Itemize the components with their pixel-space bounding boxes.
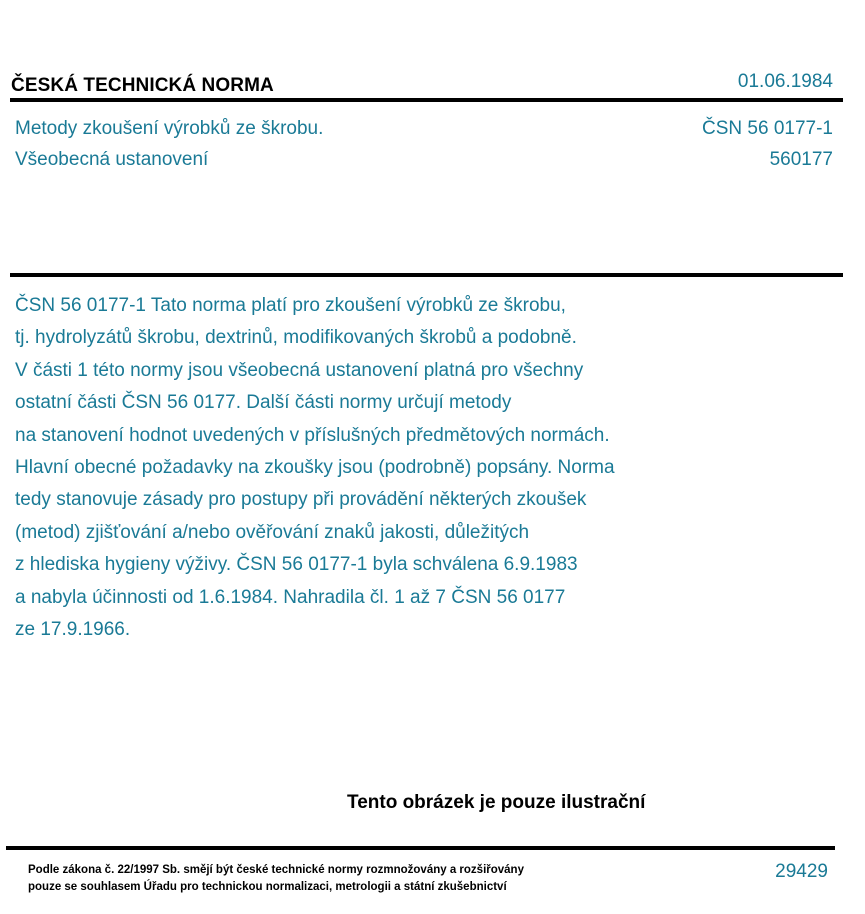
description-line: tedy stanovuje zásady pro postupy při provádění některých zkoušek [15, 489, 587, 511]
standard-class-code: 560177 [769, 149, 833, 170]
copyright-line1: Podle zákona č. 22/1997 Sb. smějí být české technické normy rozmnožovány a rozšiřovány [28, 864, 524, 876]
document-date: 01.06.1984 [737, 71, 833, 92]
description-line: z hlediska hygieny výživy. ČSN 56 0177-1 byla schválena 6.9.1983 [15, 554, 578, 576]
description-line: tj. hydrolyzátů škrobu, dextrinů, modifikovaných škrobů a podobně. [15, 327, 577, 349]
illustrative-notice: Tento obrázek je pouze ilustrační [347, 792, 646, 813]
footer-rule [6, 846, 835, 850]
header-rule [10, 98, 843, 102]
standard-description [15, 290, 735, 646]
standard-name-line2: Všeobecná ustanovení [15, 149, 209, 170]
description-line: ze 17.9.1966. [15, 619, 131, 641]
description-line: ostatní části ČSN 56 0177. Další části normy určují metody [15, 392, 512, 414]
description-line: (metod) zjišťování a/nebo ověřování znaků jakosti, důležitých [15, 521, 530, 543]
description-line: Hlavní obecné požadavky na zkoušky jsou (podrobně) popsány. Norma [15, 457, 615, 479]
document-header-title: ČESKÁ TECHNICKÁ NORMA [11, 75, 274, 96]
document-number: 29429 [775, 861, 828, 882]
description-line: V části 1 této normy jsou všeobecná ustanovení platná pro všechny [15, 359, 584, 381]
standard-name-line1: Metody zkoušení výrobků ze škrobu. [15, 118, 324, 139]
standard-id: ČSN 56 0177-1 [702, 118, 833, 139]
copyright-notice [28, 862, 524, 896]
description-line: ČSN 56 0177-1 Tato norma platí pro zkoušení výrobků ze škrobu, [15, 295, 566, 316]
section-rule [10, 273, 843, 277]
description-line: a nabyla účinnosti od 1.6.1984. Nahradila čl. 1 až 7 ČSN 56 0177 [15, 586, 566, 608]
copyright-line2: pouze se souhlasem Úřadu pro technickou normalizaci, metrologii a státní zkušebnictví [28, 881, 507, 893]
description-line: na stanovení hodnot uvedených v příslušných předmětových normách. [15, 424, 610, 446]
